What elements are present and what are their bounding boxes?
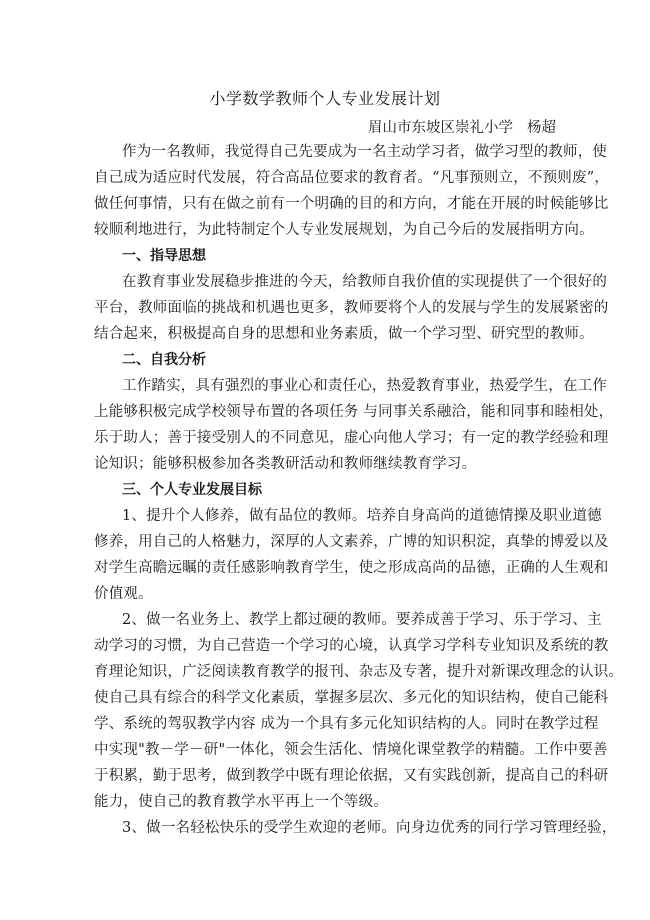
paragraph-line: 自己成为适应时代发展，符合高品位要求的教育者。“凡事预则立，不预则废”， — [94, 170, 610, 186]
paragraph-line: 较顺利地进行，为此特制定个人专业发展规划，为自己今后的发展指明方向。 — [94, 222, 594, 238]
paragraph-line: 修养，用自己的人格魅力，深厚的人文素养，广博的知识积淀，真挚的博爱以及 — [94, 534, 609, 550]
paragraph-line: 上能够积极完成学校领导布置的各项任务 与同事关系融洽，能和同事和睦相处， — [94, 404, 614, 420]
section-heading: 三、个人专业发展目标 — [122, 482, 262, 498]
section-heading: 一、指导思想 — [122, 248, 206, 264]
paragraph-line: 学、系统的驾驭教学内容 成为一个具有多元化知识结构的人。同时在教学过程 — [94, 716, 599, 732]
paragraph-line: 育理论知识，广泛阅读教育教学的报刊、杂志及专著，提升对新课改理念的认识。 — [94, 664, 624, 680]
paragraph-line: 平台，教师面临的挑战和机遇也更多，教师要将个人的发展与学生的发展紧密的 — [94, 300, 609, 316]
author-school: 眉山市东坡区崇礼小学 — [368, 120, 513, 136]
paragraph-line: 使自己具有综合的科学文化素质，掌握多层次、多元化的知识结构，使自己能科 — [94, 690, 609, 706]
paragraph-line: 工作踏实，具有强烈的事业心和责任心，热爱教育事业，热爱学生，在工作 — [122, 378, 608, 394]
paragraph-line: 于积累，勤于思考，做到教学中既有理论依据，又有实践创新，提高自己的科研 — [94, 768, 609, 784]
paragraph-line: 做任何事情，只有在做之前有一个明确的目的和方向，才能在开展的时候能够比 — [94, 196, 609, 212]
paragraph-line: 中实现"教－学－研"一体化，领会生活化、情境化课堂教学的精髓。工作中要善 — [94, 742, 608, 758]
paragraph-line: 乐于助人；善于接受别人的不同意见，虚心向他人学习；有一定的教学经验和理 — [94, 430, 609, 446]
document-title: 小学数学教师个人专业发展计划 — [209, 89, 441, 108]
paragraph-line: 能力，使自己的教育教学水平再上一个等级。 — [94, 794, 388, 810]
paragraph-line: 1、提升个人修养，做有品位的教师。培养自身高尚的道德情操及职业道德 — [122, 508, 602, 524]
paragraph-line: 作为一名教师，我觉得自己先要成为一名主动学习者，做学习型的教师，使 — [122, 144, 608, 160]
paragraph-line: 动学习的习惯，为自己营造一个学习的心境，认真学习学科专业知识及系统的教 — [94, 638, 609, 654]
paragraph-line: 结合起来，积极提高自身的思想和业务素质，做一个学习型、研究型的教师。 — [94, 326, 594, 342]
paragraph-line: 在教育事业发展稳步推进的今天，给教师自我价值的实现提供了一个很好的 — [122, 274, 608, 290]
author-line — [368, 116, 556, 140]
paragraph-line: 论知识；能够积极参加各类教研活动和教师继续教育学习。 — [94, 456, 477, 472]
author-name: 杨超 — [527, 120, 556, 136]
paragraph-line: 2、做一名业务上、教学上都过硬的教师。要养成善于学习、乐于学习、主 — [122, 612, 602, 628]
paragraph-line: 3、做一名轻松快乐的受学生欢迎的老师。向身边优秀的同行学习管理经验， — [122, 820, 617, 836]
paragraph-line: 价值观。 — [94, 586, 153, 602]
paragraph-line: 对学生高瞻远瞩的责任感影响教育学生，使之形成高尚的品德，正确的人生观和 — [94, 560, 609, 576]
section-heading: 二、自我分析 — [122, 352, 206, 368]
